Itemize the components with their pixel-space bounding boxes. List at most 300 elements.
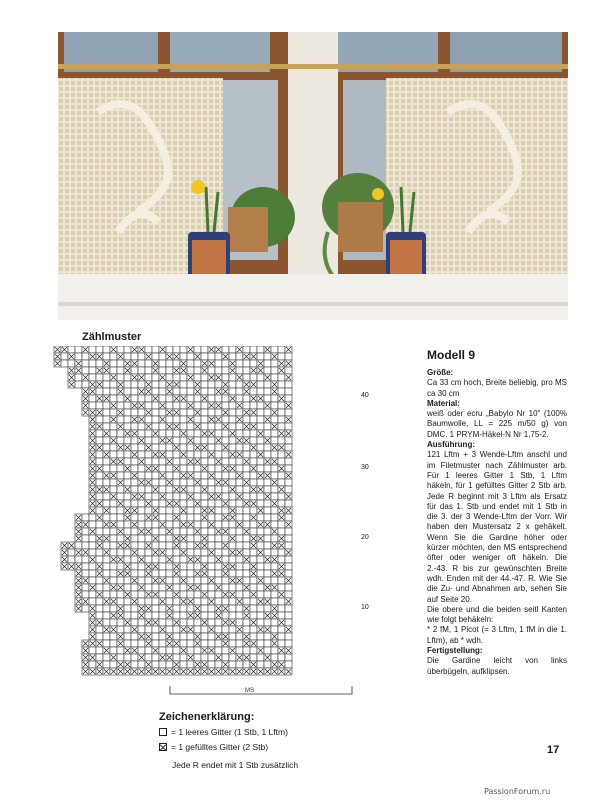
grid-cell: [180, 542, 187, 549]
grid-cell: [229, 493, 236, 500]
grid-cell: [187, 430, 194, 437]
grid-cell: [180, 437, 187, 444]
grid-cell: [173, 507, 180, 514]
grid-cell: [138, 486, 145, 493]
grid-cell: [110, 381, 117, 388]
grid-cell: [236, 633, 243, 640]
grid-cell: [131, 514, 138, 521]
grid-cell: [201, 500, 208, 507]
grid-cell: [131, 661, 138, 668]
grid-cell: [138, 367, 145, 374]
grid-cell: [257, 563, 264, 570]
grid-cell: [250, 626, 257, 633]
grid-cell: [89, 591, 96, 598]
grid-cell: [201, 423, 208, 430]
grid-cell: [138, 430, 145, 437]
grid-cell: [285, 500, 292, 507]
grid-cell: [124, 458, 131, 465]
grid-cell: [243, 577, 250, 584]
grid-cell: [264, 591, 271, 598]
grid-cell: [201, 381, 208, 388]
grid-cell: [201, 437, 208, 444]
grid-cell: [110, 514, 117, 521]
grid-cell: [68, 360, 75, 367]
grid-cell: [131, 423, 138, 430]
grid-cell: [166, 367, 173, 374]
grid-cell: [229, 444, 236, 451]
grid-cell: [236, 360, 243, 367]
grid-cell: [208, 423, 215, 430]
grid-cell: [257, 437, 264, 444]
grid-cell: [229, 346, 236, 353]
grid-cell: [208, 437, 215, 444]
grid-cell: [285, 542, 292, 549]
grid-cell: [229, 528, 236, 535]
grid-cell: [152, 381, 159, 388]
grid-cell: [257, 402, 264, 409]
grid-cell: [215, 423, 222, 430]
grid-cell: [257, 423, 264, 430]
grid-cell: [278, 584, 285, 591]
grid-cell: [89, 535, 96, 542]
grid-cell: [117, 402, 124, 409]
grid-cell: [236, 584, 243, 591]
grid-cell: [222, 395, 229, 402]
grid-cell: [229, 374, 236, 381]
grid-cell: [187, 661, 194, 668]
grid-cell: [229, 633, 236, 640]
grid-cell: [257, 633, 264, 640]
grid-cell: [215, 486, 222, 493]
grid-cell: [124, 605, 131, 612]
grid-cell: [159, 605, 166, 612]
grid-cell: [278, 521, 285, 528]
grid-cell: [180, 353, 187, 360]
grid-cell: [271, 367, 278, 374]
grid-cell: [180, 640, 187, 647]
grid-cell: [131, 367, 138, 374]
grid-cell: [166, 598, 173, 605]
grid-cell: [187, 640, 194, 647]
grid-cell: [243, 465, 250, 472]
grid-cell: [250, 360, 257, 367]
grid-cell: [180, 374, 187, 381]
grid-cell: [257, 542, 264, 549]
grid-cell: [159, 388, 166, 395]
grid-cell: [82, 381, 89, 388]
grid-cell: [180, 528, 187, 535]
grid-cell: [96, 430, 103, 437]
grid-cell: [145, 521, 152, 528]
grid-cell: [257, 458, 264, 465]
grid-cell: [208, 486, 215, 493]
grid-cell: [152, 479, 159, 486]
grid-cell: [173, 374, 180, 381]
grid-cell: [187, 486, 194, 493]
grid-cell: [124, 577, 131, 584]
grid-cell: [250, 605, 257, 612]
grid-cell: [229, 612, 236, 619]
grid-cell: [201, 598, 208, 605]
grid-cell: [173, 556, 180, 563]
grid-cell: [159, 542, 166, 549]
grid-cell: [138, 444, 145, 451]
grid-cell: [208, 612, 215, 619]
grid-cell: [187, 451, 194, 458]
grid-cell: [159, 535, 166, 542]
size-heading: Größe:: [427, 368, 454, 377]
grid-cell: [117, 493, 124, 500]
grid-cell: [124, 500, 131, 507]
grid-cell: [208, 619, 215, 626]
grid-cell: [250, 556, 257, 563]
row-label-30: 30: [361, 464, 369, 471]
grid-cell: [82, 367, 89, 374]
grid-cell: [187, 388, 194, 395]
grid-cell: [257, 500, 264, 507]
grid-cell: [103, 402, 110, 409]
grid-cell: [187, 528, 194, 535]
grid-cell: [124, 521, 131, 528]
grid-cell: [117, 647, 124, 654]
grid-cell: [194, 402, 201, 409]
grid-cell: [257, 640, 264, 647]
grid-cell: [194, 374, 201, 381]
grid-cell: [89, 577, 96, 584]
grid-cell: [145, 549, 152, 556]
grid-cell: [138, 472, 145, 479]
grid-cell: [173, 549, 180, 556]
grid-cell: [159, 360, 166, 367]
grid-cell: [138, 647, 145, 654]
grid-cell: [243, 507, 250, 514]
grid-cell: [117, 598, 124, 605]
grid-cell: [194, 647, 201, 654]
grid-cell: [229, 479, 236, 486]
grid-cell: [89, 570, 96, 577]
grid-cell: [236, 479, 243, 486]
grid-cell: [201, 353, 208, 360]
crossed-square-icon: [159, 743, 167, 751]
grid-cell: [201, 577, 208, 584]
grid-cell: [285, 605, 292, 612]
grid-cell: [124, 472, 131, 479]
grid-cell: [103, 388, 110, 395]
grid-cell: [138, 640, 145, 647]
grid-cell: [187, 465, 194, 472]
grid-cell: [166, 521, 173, 528]
grid-cell: [173, 388, 180, 395]
grid-cell: [159, 514, 166, 521]
grid-cell: [215, 430, 222, 437]
grid-cell: [96, 633, 103, 640]
grid-cell: [173, 521, 180, 528]
grid-cell: [103, 563, 110, 570]
grid-cell: [152, 353, 159, 360]
chart-heading: Zählmuster: [82, 331, 142, 343]
grid-cell: [103, 633, 110, 640]
grid-cell: [243, 549, 250, 556]
grid-cell: [236, 535, 243, 542]
grid-cell: [138, 500, 145, 507]
grid-cell: [82, 591, 89, 598]
grid-cell: [180, 654, 187, 661]
grid-cell: [208, 591, 215, 598]
grid-cell: [208, 367, 215, 374]
execution-heading: Ausführung:: [427, 440, 475, 450]
grid-cell: [187, 444, 194, 451]
grid-cell: [264, 542, 271, 549]
grid-cell: [159, 563, 166, 570]
grid-cell: [243, 535, 250, 542]
grid-cell: [278, 353, 285, 360]
grid-cell: [124, 612, 131, 619]
grid-cell: [229, 437, 236, 444]
grid-cell: [208, 388, 215, 395]
grid-cell: [152, 570, 159, 577]
grid-cell: [194, 451, 201, 458]
grid-cell: [264, 395, 271, 402]
grid-cell: [96, 346, 103, 353]
grid-cell: [250, 388, 257, 395]
grid-cell: [250, 584, 257, 591]
grid-cell: [222, 521, 229, 528]
grid-cell: [110, 409, 117, 416]
grid-cell: [194, 507, 201, 514]
grid-cell: [278, 409, 285, 416]
grid-cell: [173, 472, 180, 479]
grid-cell: [222, 486, 229, 493]
grid-cell: [159, 612, 166, 619]
grid-cell: [173, 430, 180, 437]
grid-cell: [271, 535, 278, 542]
grid-cell: [201, 458, 208, 465]
grid-cell: [110, 542, 117, 549]
grid-cell: [215, 444, 222, 451]
grid-cell: [187, 633, 194, 640]
grid-cell: [229, 584, 236, 591]
grid-cell: [138, 451, 145, 458]
grid-cell: [96, 556, 103, 563]
grid-cell: [264, 451, 271, 458]
grid-cell: [194, 493, 201, 500]
grid-cell: [257, 374, 264, 381]
grid-cell: [264, 423, 271, 430]
grid-cell: [271, 619, 278, 626]
grid-cell: [152, 542, 159, 549]
grid-cell: [278, 605, 285, 612]
grid-cell: [257, 353, 264, 360]
grid-cell: [278, 381, 285, 388]
grid-cell: [250, 472, 257, 479]
grid-cell: [243, 367, 250, 374]
grid-cell: [89, 661, 96, 668]
grid-cell: [82, 605, 89, 612]
grid-cell: [208, 458, 215, 465]
grid-cell: [159, 486, 166, 493]
grid-cell: [250, 479, 257, 486]
grid-cell: [131, 353, 138, 360]
grid-cell: [257, 444, 264, 451]
grid-cell: [222, 472, 229, 479]
grid-cell: [271, 563, 278, 570]
legend-note: Jede R endet mit 1 Stb zusätzlich: [172, 760, 299, 770]
grid-cell: [103, 570, 110, 577]
grid-cell: [96, 360, 103, 367]
grid-cell: [173, 577, 180, 584]
grid-cell: [194, 654, 201, 661]
grid-cell: [208, 514, 215, 521]
grid-cell: [264, 444, 271, 451]
grid-cell: [117, 430, 124, 437]
grid-cell: [159, 591, 166, 598]
grid-cell: [117, 507, 124, 514]
grid-cell: [89, 549, 96, 556]
grid-cell: [166, 486, 173, 493]
grid-cell: [215, 647, 222, 654]
grid-cell: [110, 360, 117, 367]
grid-cell: [152, 661, 159, 668]
grid-cell: [271, 654, 278, 661]
grid-cell: [145, 346, 152, 353]
grid-cell: [285, 388, 292, 395]
grid-cell: [222, 535, 229, 542]
grid-cell: [117, 416, 124, 423]
grid-cell: [278, 423, 285, 430]
grid-cell: [180, 633, 187, 640]
grid-cell: [152, 346, 159, 353]
grid-cell: [131, 591, 138, 598]
grid-cell: [131, 395, 138, 402]
grid-cell: [145, 598, 152, 605]
grid-cell: [201, 605, 208, 612]
grid-cell: [215, 353, 222, 360]
row-label-40: 40: [361, 392, 369, 399]
grid-cell: [131, 584, 138, 591]
grid-cell: [166, 577, 173, 584]
grid-cell: [103, 542, 110, 549]
grid-cell: [236, 514, 243, 521]
grid-cell: [194, 472, 201, 479]
grid-cell: [201, 549, 208, 556]
grid-cell: [110, 633, 117, 640]
grid-cell: [222, 556, 229, 563]
row-label-20: 20: [361, 534, 369, 541]
curtain-photo: [58, 32, 568, 320]
grid-cell: [117, 563, 124, 570]
grid-cell: [124, 626, 131, 633]
grid-cell: [201, 640, 208, 647]
grid-cell: [229, 381, 236, 388]
grid-cell: [194, 514, 201, 521]
grid-cell: [96, 507, 103, 514]
grid-cell: [208, 395, 215, 402]
grid-cell: [152, 640, 159, 647]
grid-cell: [278, 654, 285, 661]
grid-cell: [159, 479, 166, 486]
grid-cell: [152, 654, 159, 661]
grid-cell: [215, 661, 222, 668]
grid-cell: [271, 493, 278, 500]
grid-cell: [96, 612, 103, 619]
grid-cell: [159, 661, 166, 668]
grid-cell: [250, 612, 257, 619]
grid-cell: [110, 353, 117, 360]
legend-item-filled: [159, 742, 268, 752]
grid-cell: [166, 416, 173, 423]
grid-cell: [110, 549, 117, 556]
grid-cell: [180, 381, 187, 388]
grid-cell: [82, 353, 89, 360]
grid-cell: [110, 367, 117, 374]
grid-cell: [75, 542, 82, 549]
grid-cell: [166, 647, 173, 654]
grid-cell: [145, 430, 152, 437]
grid-cell: [271, 472, 278, 479]
grid-cell: [145, 451, 152, 458]
grid-cell: [201, 626, 208, 633]
chart-grid: [52, 346, 372, 706]
grid-cell: [145, 437, 152, 444]
grid-cell: [222, 402, 229, 409]
grid-cell: [208, 570, 215, 577]
grid-cell: [103, 654, 110, 661]
grid-cell: [173, 647, 180, 654]
grid-cell: [257, 479, 264, 486]
grid-cell: [271, 374, 278, 381]
grid-cell: [208, 479, 215, 486]
grid-cell: [215, 563, 222, 570]
grid-cell: [110, 430, 117, 437]
grid-cell: [180, 444, 187, 451]
grid-cell: [264, 500, 271, 507]
grid-cell: [103, 612, 110, 619]
grid-cell: [180, 500, 187, 507]
grid-cell: [201, 493, 208, 500]
grid-cell: [278, 402, 285, 409]
grid-cell: [124, 584, 131, 591]
grid-cell: [278, 416, 285, 423]
grid-cell: [110, 661, 117, 668]
grid-cell: [110, 640, 117, 647]
grid-cell: [187, 353, 194, 360]
grid-cell: [103, 514, 110, 521]
grid-cell: [229, 626, 236, 633]
grid-cell: [236, 591, 243, 598]
grid-cell: [257, 584, 264, 591]
grid-cell: [138, 381, 145, 388]
grid-cell: [180, 591, 187, 598]
grid-cell: [229, 521, 236, 528]
grid-cell: [180, 416, 187, 423]
grid-cell: [264, 388, 271, 395]
grid-cell: [152, 605, 159, 612]
grid-cell: [124, 479, 131, 486]
grid-cell: [250, 654, 257, 661]
grid-cell: [110, 577, 117, 584]
grid-cell: [271, 549, 278, 556]
grid-cell: [264, 605, 271, 612]
grid-cell: [103, 353, 110, 360]
grid-cell: [264, 514, 271, 521]
grid-cell: [243, 598, 250, 605]
grid-cell: [110, 619, 117, 626]
grid-cell: [215, 360, 222, 367]
grid-cell: [264, 633, 271, 640]
grid-cell: [236, 640, 243, 647]
grid-cell: [236, 528, 243, 535]
grid-cell: [166, 591, 173, 598]
